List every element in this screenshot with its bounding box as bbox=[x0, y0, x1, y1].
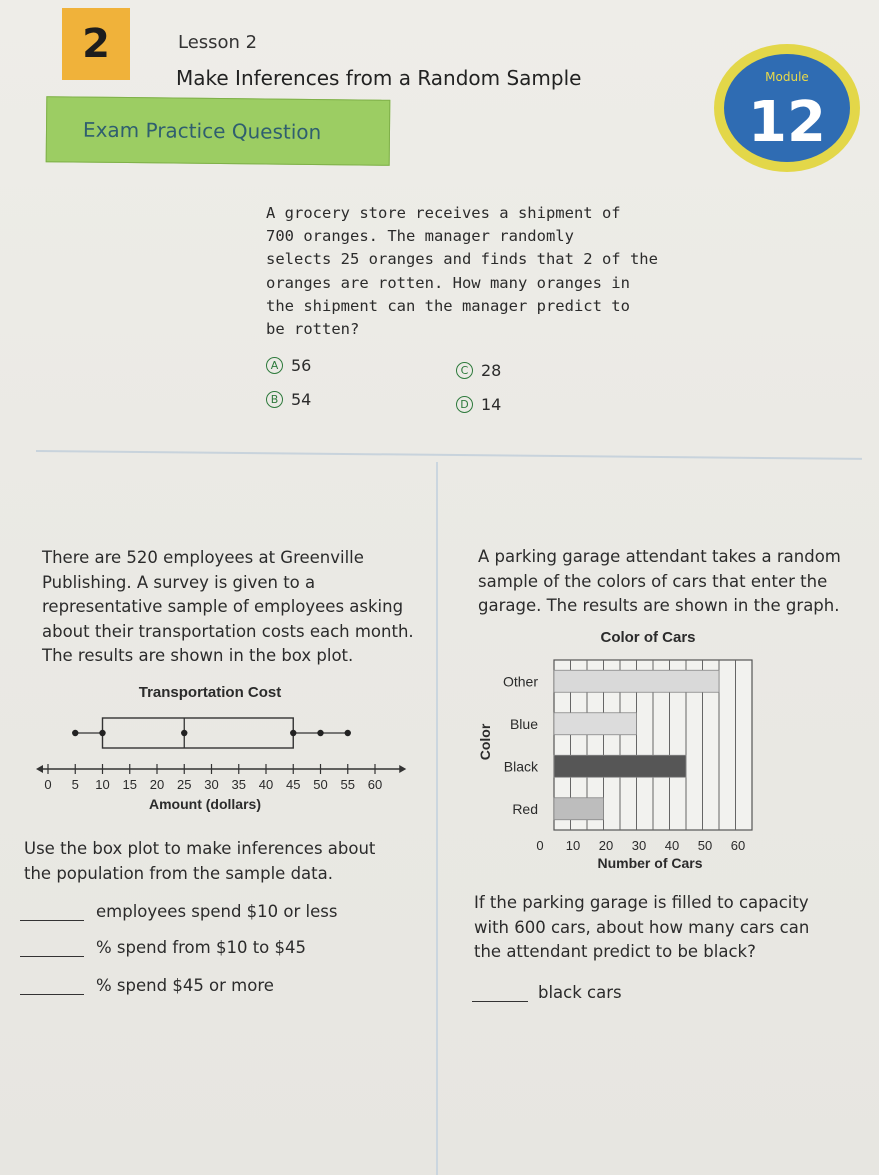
fill-text-2: % spend from $10 to $45 bbox=[96, 938, 307, 957]
question-line: 700 oranges. The manager randomly bbox=[266, 227, 574, 246]
bar-label: Red bbox=[512, 800, 538, 817]
choice-b-text: 54 bbox=[291, 390, 312, 409]
boxplot-tick-label: 60 bbox=[367, 777, 383, 792]
module-badge bbox=[714, 44, 860, 172]
choice-c[interactable] bbox=[456, 361, 501, 380]
boxplot-point bbox=[181, 730, 187, 736]
barchart-tick-label: 40 bbox=[664, 838, 680, 853]
right-intro-line: A parking garage attendant takes a random bbox=[478, 547, 841, 566]
question-line: A grocery store receives a shipment of bbox=[266, 204, 621, 222]
right-question-line: with 600 cars, about how many cars can bbox=[474, 917, 810, 937]
left-use-line: Use the box plot to make inferences about bbox=[24, 839, 376, 858]
choice-c-text: 28 bbox=[481, 361, 502, 380]
right-intro bbox=[478, 545, 873, 619]
barchart-tick-label: 30 bbox=[631, 838, 647, 853]
lesson-label: Lesson 2 bbox=[178, 32, 258, 53]
right-question-line: the attendant predict to be black? bbox=[474, 942, 756, 961]
lesson-number-badge: 2 bbox=[62, 8, 130, 80]
boxplot-point bbox=[345, 730, 351, 736]
barchart-tick-label: 60 bbox=[730, 838, 746, 853]
section-divider bbox=[36, 450, 862, 460]
bar-label: Other bbox=[502, 673, 538, 690]
bar-other bbox=[554, 670, 719, 692]
question-line: the shipment can the manager predict to bbox=[266, 296, 630, 315]
boxplot-tick-label: 10 bbox=[95, 777, 110, 792]
exam-practice-banner bbox=[46, 96, 391, 166]
barchart-title: Color of Cars bbox=[600, 629, 696, 646]
barchart-tick-label: 20 bbox=[598, 838, 614, 853]
boxplot-point bbox=[72, 730, 78, 736]
module-label: Module bbox=[765, 70, 809, 84]
boxplot-axis-arrow-right bbox=[399, 765, 406, 773]
boxplot-tick-label: 45 bbox=[286, 777, 301, 792]
question-text bbox=[266, 202, 666, 341]
choice-a[interactable] bbox=[266, 356, 311, 375]
left-intro-line: The results are shown in the box plot. bbox=[42, 646, 354, 665]
left-use-line: the population from the sample data. bbox=[24, 863, 333, 883]
boxplot-title: Transportation Cost bbox=[138, 684, 282, 701]
left-intro-line: representative sample of employees asking bbox=[42, 597, 404, 616]
barchart-tick-label: 10 bbox=[565, 838, 581, 853]
left-intro-line: Publishing. A survey is given to a bbox=[42, 572, 316, 592]
barchart-ylabel: Color bbox=[477, 723, 493, 761]
bar-red bbox=[554, 798, 604, 820]
bar-label: Black bbox=[503, 758, 538, 775]
choice-b[interactable] bbox=[266, 390, 311, 409]
boxplot-tick-label: 15 bbox=[122, 777, 137, 792]
boxplot-tick-label: 20 bbox=[149, 777, 165, 792]
lesson-title: Make Inferences from a Random Sample bbox=[176, 66, 582, 90]
choice-letter-b: B bbox=[266, 391, 283, 408]
exam-practice-label: Exam Practice Question bbox=[82, 117, 322, 145]
boxplot-point bbox=[290, 730, 296, 736]
choice-a-text: 56 bbox=[291, 356, 312, 375]
fill-row-2 bbox=[20, 938, 306, 957]
barchart-xlabel: Number of Cars bbox=[597, 855, 703, 871]
boxplot-tick-label: 0 bbox=[44, 777, 52, 792]
boxplot-tick-label: 5 bbox=[71, 777, 79, 792]
choice-letter-a: A bbox=[266, 357, 283, 374]
module-number: 12 bbox=[748, 90, 826, 155]
right-intro-line: garage. The results are shown in the graph. bbox=[478, 596, 840, 615]
fill-row-1 bbox=[20, 902, 337, 921]
question-line: selects 25 oranges and finds that 2 of the bbox=[266, 250, 658, 269]
boxplot-xlabel: Amount (dollars) bbox=[149, 796, 261, 812]
fill-row-black bbox=[472, 982, 622, 1002]
module-badge-inner bbox=[724, 54, 850, 162]
car-color-bar-chart bbox=[460, 622, 790, 877]
left-intro bbox=[42, 546, 432, 669]
choice-letter-d: D bbox=[456, 396, 473, 413]
boxplot-box bbox=[103, 718, 294, 748]
left-intro-line: There are 520 employees at Greenville bbox=[42, 548, 364, 567]
boxplot-tick-label: 40 bbox=[258, 777, 274, 792]
left-use-text bbox=[24, 837, 434, 886]
right-question bbox=[474, 891, 874, 965]
question-line: oranges are rotten. How many oranges in bbox=[266, 273, 630, 292]
column-divider bbox=[436, 462, 438, 1175]
fill-row-3 bbox=[20, 976, 274, 995]
fill-text-3: % spend $45 or more bbox=[96, 976, 274, 995]
bar-label: Blue bbox=[509, 715, 538, 732]
right-question-line: If the parking garage is filled to capacity bbox=[474, 893, 809, 912]
barchart-tick-label: 0 bbox=[536, 838, 544, 853]
boxplot-point bbox=[99, 730, 105, 736]
boxplot-axis-arrow-left bbox=[36, 765, 43, 773]
boxplot-tick-label: 35 bbox=[231, 777, 246, 792]
choice-letter-c: C bbox=[456, 362, 473, 379]
boxplot-tick-label: 50 bbox=[313, 777, 328, 792]
right-intro-line: sample of the colors of cars that enter the bbox=[478, 571, 828, 591]
choice-d[interactable] bbox=[456, 395, 501, 414]
boxplot-tick-label: 25 bbox=[177, 777, 192, 792]
answer-blank-black[interactable] bbox=[472, 982, 528, 1002]
left-intro-line: about their transportation costs each month. bbox=[42, 621, 414, 641]
transportation-box-plot bbox=[30, 675, 420, 820]
boxplot-point bbox=[317, 730, 323, 736]
fill-text-black: black cars bbox=[538, 983, 622, 1002]
answer-blank-3[interactable] bbox=[20, 979, 84, 995]
bar-blue bbox=[554, 713, 637, 735]
question-line: be rotten? bbox=[266, 320, 360, 339]
choice-d-text: 14 bbox=[481, 395, 502, 414]
barchart-tick-label: 50 bbox=[697, 838, 713, 853]
boxplot-tick-label: 55 bbox=[340, 777, 355, 792]
bar-black bbox=[554, 755, 686, 777]
fill-text-1: employees spend $10 or less bbox=[96, 902, 338, 921]
answer-blank-2[interactable] bbox=[20, 941, 84, 957]
boxplot-tick-label: 30 bbox=[204, 777, 219, 792]
answer-blank-1[interactable] bbox=[20, 905, 84, 921]
